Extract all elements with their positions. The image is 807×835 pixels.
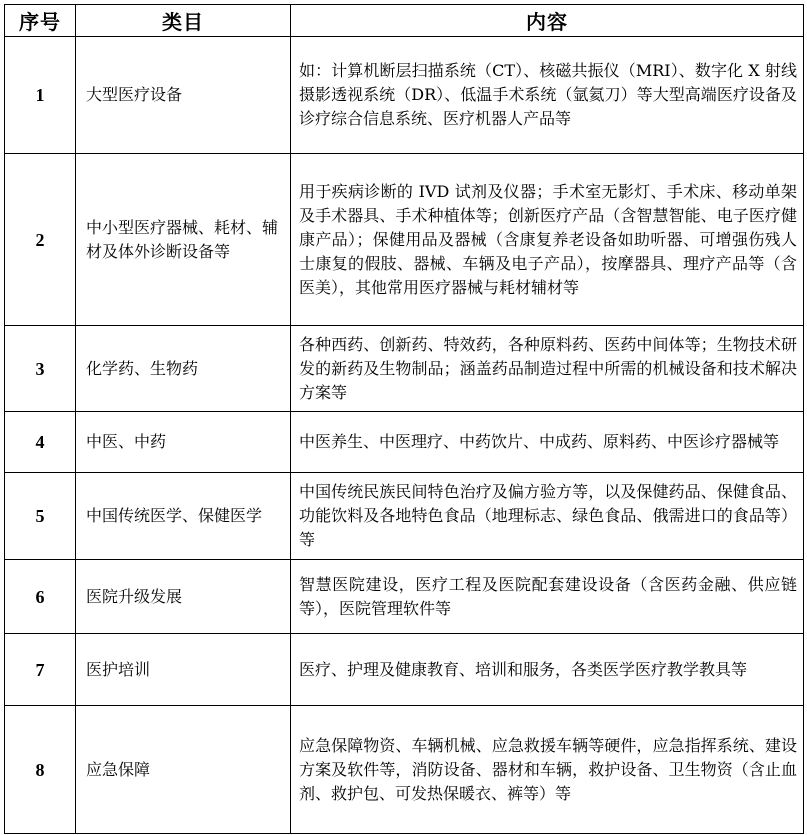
table-row — [5, 560, 804, 634]
header-category: 类目 — [76, 5, 291, 37]
row-category: 中国传统医学、保健医学 — [76, 473, 291, 560]
row-content: 中医养生、中医理疗、中药饮片、中成药、原料药、中医诊疗器械等 — [291, 412, 804, 473]
row-number: 6 — [5, 560, 76, 634]
header-no: 序号 — [5, 5, 76, 37]
header-row — [5, 5, 804, 37]
row-content: 中国传统民族民间特色治疗及偏方验方等，以及保健药品、保健食品、功能饮料及各地特色食品（地理标志、绿色食品、俄需进口的食品等）等 — [291, 473, 804, 560]
row-category: 中医、中药 — [76, 412, 291, 473]
row-number: 7 — [5, 634, 76, 706]
row-category: 医院升级发展 — [76, 560, 291, 634]
exhibit-category-table — [4, 4, 804, 834]
table-row — [5, 634, 804, 706]
row-number: 8 — [5, 706, 76, 834]
row-number: 4 — [5, 412, 76, 473]
row-number: 3 — [5, 326, 76, 412]
row-category: 大型医疗设备 — [76, 37, 291, 154]
row-category: 化学药、生物药 — [76, 326, 291, 412]
row-content: 医疗、护理及健康教育、培训和服务，各类医学医疗教学教具等 — [291, 634, 804, 706]
table-row — [5, 37, 804, 154]
table-row — [5, 706, 804, 834]
row-content: 用于疾病诊断的 IVD 试剂及仪器；手术室无影灯、手术床、移动单架及手术器具、手术种植体等；创新医疗产品（含智慧智能、电子医疗健康产品）；保健用品及器械（含康复养老设备如助听器、可增强伤残人士康复的假肢、器械、车辆及电子产品），按摩器具、理疗产品等（含医美），其他常用医疗器械与耗材辅材等 — [291, 154, 804, 326]
row-category: 中小型医疗器械、耗材、辅材及体外诊断设备等 — [76, 154, 291, 326]
row-number: 1 — [5, 37, 76, 154]
table-row — [5, 412, 804, 473]
table-row — [5, 326, 804, 412]
row-content: 各种西药、创新药、特效药，各种原料药、医药中间体等；生物技术研发的新药及生物制品；涵盖药品制造过程中所需的机械设备和技术解决方案等 — [291, 326, 804, 412]
row-category: 医护培训 — [76, 634, 291, 706]
table-row — [5, 154, 804, 326]
row-number: 5 — [5, 473, 76, 560]
row-content: 如：计算机断层扫描系统（CT）、核磁共振仪（MRI）、数字化 X 射线摄影透视系统（DR）、低温手术系统（氩氦刀）等大型高端医疗设备及诊疗综合信息系统、医疗机器人产品等 — [291, 37, 804, 154]
table-row — [5, 473, 804, 560]
header-content: 内容 — [291, 5, 804, 37]
row-category: 应急保障 — [76, 706, 291, 834]
row-content: 应急保障物资、车辆机械、应急救援车辆等硬件，应急指挥系统、建设方案及软件等，消防设备、器材和车辆，救护设备、卫生物资（含止血剂、救护包、可发热保暖衣、裤等）等 — [291, 706, 804, 834]
row-content: 智慧医院建设，医疗工程及医院配套建设设备（含医药金融、供应链等），医院管理软件等 — [291, 560, 804, 634]
row-number: 2 — [5, 154, 76, 326]
